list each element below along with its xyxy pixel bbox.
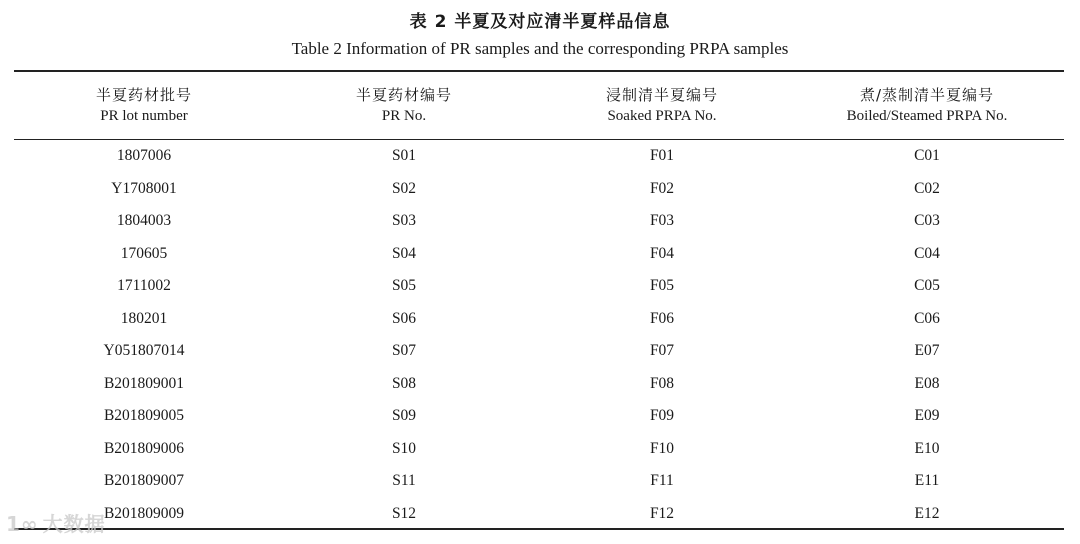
header-boiled-cn: 煮/蒸制清半夏编号 [859, 86, 995, 104]
cell-soaked-no: F10 [649, 439, 675, 457]
cell-boiled-no: C04 [914, 244, 940, 262]
table-row [14, 174, 1064, 207]
cell-lot-number: 1804003 [116, 212, 172, 229]
cell-boiled-no: E12 [914, 504, 940, 522]
table-row [14, 271, 1064, 304]
table-row [14, 304, 1064, 337]
cell-soaked-no: F06 [649, 309, 675, 327]
cell-soaked-no: F12 [649, 504, 675, 522]
cell-soaked-no: F07 [649, 342, 675, 359]
cell-pr-no: S10 [391, 439, 417, 457]
cell-boiled-no: E11 [914, 472, 940, 489]
table-row [14, 466, 1064, 499]
cell-lot-number: B201809001 [103, 374, 185, 392]
cell-lot-number: 180201 [120, 309, 168, 327]
table-body [14, 141, 1064, 531]
cell-boiled-no: C01 [914, 147, 940, 164]
cell-soaked-no: F11 [650, 472, 674, 489]
header-lot-number-cn: 半夏药材批号 [95, 86, 192, 104]
cell-boiled-no: E09 [914, 407, 940, 424]
cell-boiled-no: E10 [914, 439, 940, 457]
table-row [14, 239, 1064, 272]
cell-pr-no: S06 [391, 309, 417, 327]
cell-boiled-no: C03 [914, 212, 940, 229]
cell-lot-number: B201809009 [103, 504, 185, 522]
cell-lot-number: 1807006 [116, 147, 172, 164]
cell-soaked-no: F05 [649, 277, 675, 294]
table-row [14, 434, 1064, 467]
table-row [14, 499, 1064, 532]
cell-pr-no: S08 [391, 374, 417, 392]
cell-pr-no: S04 [391, 244, 417, 262]
cell-pr-no: S05 [391, 277, 417, 294]
table-title-english: Table 2 Information of PR samples and the corresponding PRPA samples [291, 39, 789, 58]
cell-pr-no: S01 [391, 147, 417, 164]
cell-boiled-no: C02 [914, 179, 940, 197]
watermark [6, 508, 106, 537]
header-soaked-cn: 浸制清半夏编号 [605, 86, 718, 104]
cell-boiled-no: E08 [914, 374, 940, 392]
cell-soaked-no: F02 [649, 179, 675, 197]
table-row [14, 401, 1064, 434]
cell-soaked-no: F01 [649, 147, 675, 164]
watermark-logo-icon: 1∞ [6, 512, 39, 536]
table-row [14, 369, 1064, 402]
cell-pr-no: S07 [391, 342, 417, 359]
cell-pr-no: S02 [391, 179, 417, 197]
cell-lot-number: B201809006 [103, 439, 185, 457]
table-row [14, 336, 1064, 369]
top-rule [14, 70, 1064, 72]
cell-pr-no: S09 [391, 407, 417, 424]
cell-lot-number: Y051807014 [103, 342, 185, 359]
header-soaked-en: Soaked PRPA No. [607, 108, 717, 124]
cell-pr-no: S11 [392, 472, 416, 489]
cell-pr-no: S03 [391, 212, 417, 229]
cell-soaked-no: F09 [649, 407, 675, 424]
header-pr-no-cn: 半夏药材编号 [355, 86, 452, 104]
cell-soaked-no: F04 [649, 244, 675, 262]
cell-lot-number: 170605 [120, 244, 168, 262]
header-rule [14, 139, 1064, 140]
cell-boiled-no: C06 [914, 309, 940, 327]
cell-lot-number: Y1708001 [111, 179, 177, 197]
cell-lot-number: B201809007 [103, 472, 185, 489]
cell-lot-number: B201809005 [103, 407, 185, 424]
bottom-rule [14, 528, 1064, 530]
cell-boiled-no: E07 [914, 342, 940, 359]
cell-lot-number: 1711002 [117, 277, 171, 294]
table-row [14, 141, 1064, 174]
table-title-chinese: 表 2 半夏及对应清半夏样品信息 [409, 12, 671, 32]
cell-pr-no: S12 [391, 504, 417, 522]
cell-boiled-no: C05 [914, 277, 940, 294]
header-boiled-en: Boiled/Steamed PRPA No. [846, 108, 1008, 124]
header-pr-no-en: PR No. [381, 108, 427, 124]
table-row [14, 206, 1064, 239]
header-lot-number-en: PR lot number [100, 108, 188, 124]
cell-soaked-no: F03 [649, 212, 675, 229]
cell-soaked-no: F08 [649, 374, 675, 392]
watermark-text: 大数据 [42, 512, 106, 536]
